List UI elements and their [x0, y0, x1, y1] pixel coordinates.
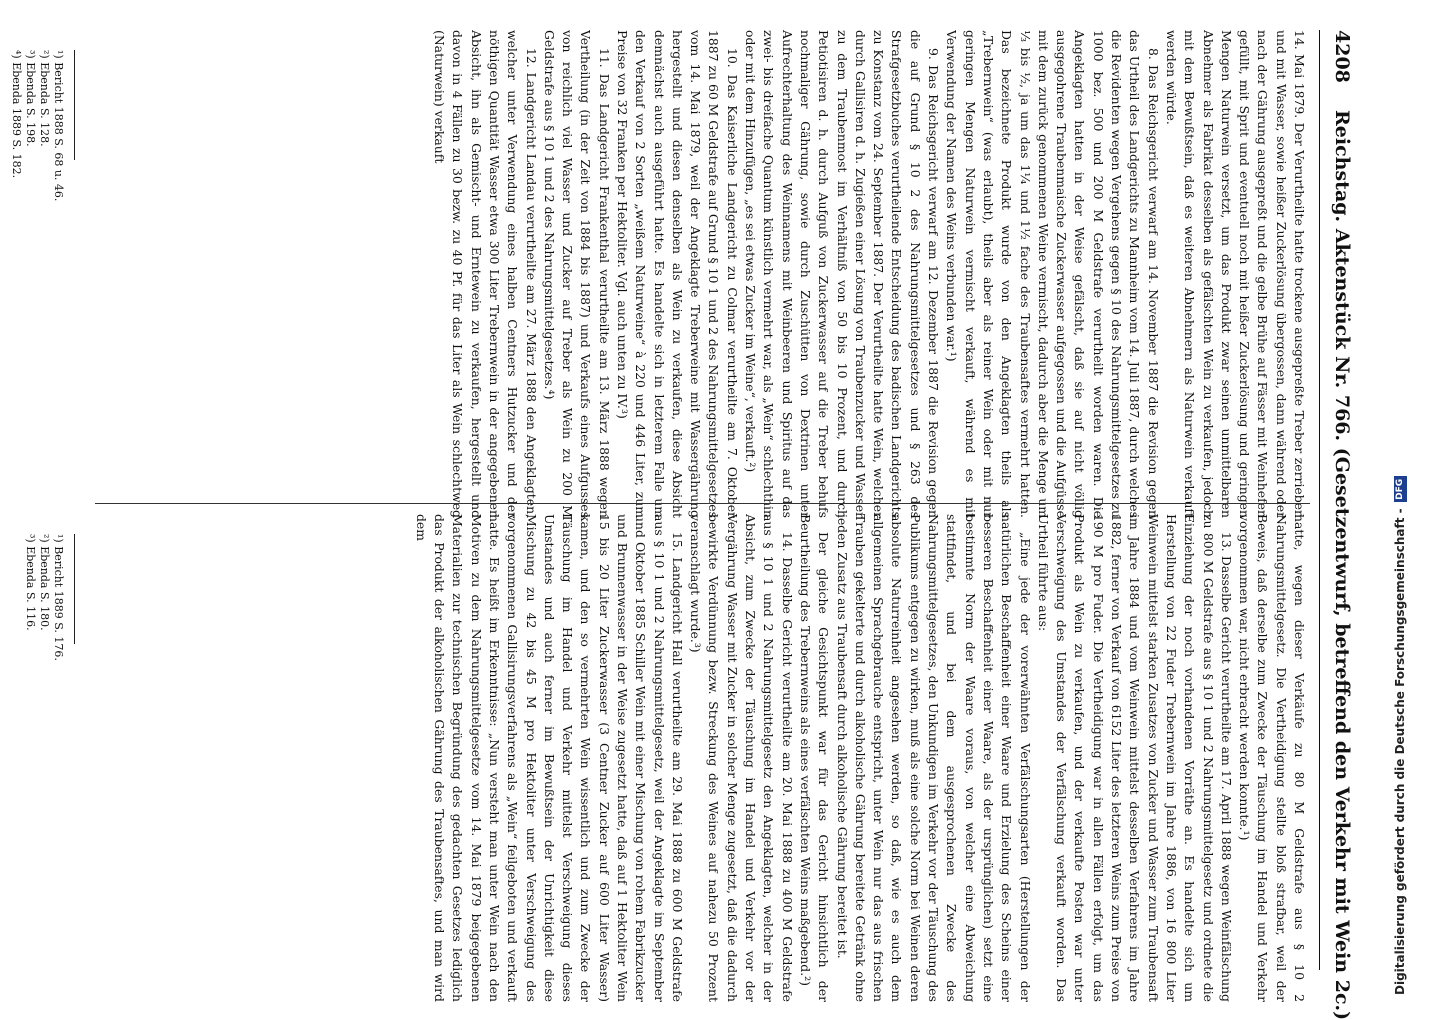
page-title: Reichstag. Aktenstück Nr. 766. (Gesetzentwurf, betreffend den Verkehr mit Wein 2c.)	[1331, 110, 1353, 1020]
paragraph: Der gleiche Gesichtspunkt war für das Gericht hinsichtlich der Beurtheilung des Trebernweins als eines verfälschten Weins maßgebend.²)	[797, 514, 832, 1002]
footnote: ¹) Bericht 1888 S. 68 u. 46.	[52, 50, 65, 202]
footnotes-right	[23, 534, 65, 834]
column-divider	[95, 503, 1310, 504]
right-column	[108, 514, 1308, 1002]
paragraph: 8. Das Reichsgericht verwarf am 14. November 1887 die Revision gegen das Urtheil des Landgerichts zu Mannheim vom 14. Juli 1887, durch welches die Revidenten wegen Vergehens gegen § 10 des Nahrungsmittelgesetzes zu 1000 bez. 500 und 200 M Geldstrafe verurtheilt worden waren. Die Angeklagten hatten in der Weise gefälscht, daß sie auf nicht völlig ausgegohrene Traubenmaische Zuckerwasser aufgegossen und die Aufgüsse mit dem zurück genommenen Weine vermischt, dadurch aber die Menge um ⅓ bis ½, ja um das 1¼ und 1½ fache des Traubensaftes vermehrt hatten. Das bezeichnete Produkt wurde von den Angeklagten theils als „Trebernwein“ (was erlaubt), theils aber als reiner Wein oder mit nur geringen Mengen Naturwein vermischt verkauft, während es mit Verwendung der Namen des Weins verbunden war.¹)	[944, 30, 1161, 518]
page-header	[1324, 30, 1360, 1020]
footnote: ²) Ebenda S. 128.	[38, 50, 51, 147]
credit-text: Digitalisierung gefördert durch die Deutsche Forschungsgemeinschaft -	[1393, 508, 1407, 995]
paragraph: 15. Landgericht Hall verurtheilte am 29. Mai 1888 zu 600 M Geldstrafe aus § 10 1 und 2 Nahrungsmittelgesetz, weil der Angeklagte im September und Oktober 1885 Schiller Wein mit einer Mischung von rohem Fabrikzucker und Brunnenwasser in der Weise zugesetzt hatte, daß auf 1 Hektoliter Wein 15 bis 20 Liter Zuckerwasser (3 Centner Zucker auf 600 Liter Wasser) kamen, und den so vermehrten Wein wissentlich und zum Zwecke der Täuschung im Handel und Verkehr mittelst Verschweigung dieses Umstandes und auch ferner im Bewußtsein der Unrichtigkeit diese Mischung zu 42 bis 45 M pro Hektoliter unter Verschweigung des vorgenommenen Gallisirungsverfahrens als „Wein“ feilgeboten und verkauft hatte. Es heißt im Erkenntnisse: „Nun versteht man unter Wein nach den Motiven zu dem Nahrungsmittelgesetze vom 14. Mai 1879 beigegebenen Materialien zur technischen Begründung des gedachten Gesetzes lediglich das Produkt der alkoholischen Gährung des Traubensaftes, und man wird dem	[413, 514, 685, 1002]
paragraph: 13. Dasselbe Gericht verurtheilte am 17. April 1888 wegen Weinfälschung zu 800 M Geldstrafe aus § 10 1 und 2 Nahrungsmittelgesetz und ordnete die Einziehung der noch vorhandenen Vorräthe an. Es handelte sich um Herstellung von 22 Fuder Trebernwein im Jahre 1886, von 16 800 Liter Weinwein mittelst starken Zusatzes von Zucker und Wasser zum Traubensaft im Jahre 1884 und vom Weinwein mittelst desselben Verfahrens im Jahre 1882, ferner von Verkauf von 6152 Liter des letzteren Weins zum Preise von 190 M pro Fuder. Die Vertheidigung war in allen Fällen erfolgt, um das Produkt als Wein zu verkaufen, und der verkaufte Posten war unter Verschweigung des Umstandes der Verfälschung verkauft worden. Das Urtheil führte aus:	[1035, 514, 1234, 1002]
footnote: ³) Ebenda S. 116.	[24, 534, 37, 631]
footnote: ²) Ebenda S. 180.	[38, 534, 51, 631]
header-rule	[1319, 30, 1320, 970]
paragraph: hatte, wegen dieser Verkäufe zu 80 M Geldstrafe aus § 10 2 Nahrungsmittelgesetz. Die Vertheidigung stellte bloß strafbar, weil der Beweis, daß derselbe zum Zwecke der Täuschung im Handel und Verkehr vorgenommen war, nicht erbracht werden konnte.¹)	[1237, 514, 1307, 1002]
paragraph: 11. Das Landgericht Frankenthal verurtheilte am 13. März 1888 wegen Vertheilung (in der Zeit von 1884 bis 1887) und Verkaufs eines Aufgusses von reichlich viel Wasser und Zucker auf Treber als Wein zu 200 M Geldstrafe aus § 10 1 und 2 des Nahrungsmittelgesetzes.⁴)	[541, 30, 612, 518]
left-column	[108, 30, 1308, 518]
dfg-logo: DFG	[1394, 476, 1407, 502]
paragraph: 9. Das Reichsgericht verwarf am 12. Dezember 1887 die Revision gegen die auf Grund § 10 2 des Nahrungsmittelgesetzes und § 263 des Strafgesetzbuches verurtheilende Entscheidung des badischen Landgerichts zu Konstanz vom 24. September 1887. Der Verurtheilte hatte Wein, welcher durch Gallisiren d. h. Zugießen einer Lösung von Traubenzucker und Wasser zu dem Traubenmost im Verhältniß von 50 bis 10 Prozent, und durch Petiotisiren d. h. durch Aufguß von Zuckerwasser auf die Treber behufs nochmaliger Gährung, sowie durch Zuschütten von Dextrinen unter Aufrechterhaltung des Weinnamens mit Weinbeeren und Spiritus auf das zwei- bis dreifache Quantum künstlich vermehrt war, als „Wein“ schlechthin oder mit dem Hinzufügen, „es sei etwas Zucker im Weine“, verkauft.²)	[743, 30, 942, 518]
paragraph: „Eine jede der vorerwähnten Verfälschungsarten (Herstellungen der natürlichen Beschaffenheit einer Waare und Erzielung des Scheins einer besseren Beschaffenheit einer Waare, als der ursprünglichen) setzt eine bestimmte Norm der Waare voraus, von welcher eine Abweichung stattfindet, und bei dem ausgesprochenen Zwecke des Nahrungsmittelgesetzes, den Unkundigen im Verkehr vor der Täuschung des Publikums entgegen zu wirken, muß als eine solche Norm bei Weinen deren absolute Naturreinheit angesehen werden, so daß, wie es auch dem allgemeinen Sprachgebrauche entspricht, unter Wein nur das aus frischen Trauben gekelterte und durch alkoholische Gährung bereitete Getränk ohne jeden Zusatz aus Traubensaft durch alkoholische Gährung bereitet ist.	[834, 514, 1033, 1002]
paragraph: 12. Landgericht Landau verurtheilte am 27. März 1888 den Angeklagten, welcher unter Verwendung eines halben Centners Hutzucker und der nöthigen Quantität Wasser etwa 300 Liter Trebernwein in der angegebenen Absicht, ihn als Gemischt- und Erntewein zu verkaufen, hergestellt und davon in 4 Fällen zu 30 bezw. zu 40 Pf. für das Liter als Wein schlechtweg (Naturwein) verkauft	[432, 30, 539, 518]
paragraph: 10. Das Kaiserliche Landgericht zu Colmar verurtheilte am 7. Oktober 1887 zu 60 M Geldstrafe auf Grund § 10 1 und 2 des Nahrungsmittelgesetzes vom 14. Mai 1879, weil der Angeklagte Treberweine mit Wassergährung hergestellt und diesen denselben als Wein zu verkaufen, diese Absicht demnächst auch ausgeführt hatte. Es handelte sich in letzterem Falle um den Verkauf von 2 Sorten „weißem Naturweine“ à 220 und 446 Liter, zum Preise von 32 Franken per Hektoliter. Vgl. auch unten zu IV.³)	[615, 30, 740, 518]
page-number: 4208	[1331, 30, 1353, 83]
footnotes-left	[9, 50, 65, 350]
footnote: ¹) Bericht 1889 S. 176.	[52, 534, 65, 661]
footnote-rule-left	[74, 50, 75, 160]
footnote: ⁴) Ebenda 1889 S. 182.	[10, 50, 23, 179]
digitization-credit	[1393, 0, 1407, 995]
paragraph: 14. Mai 1879. Der Verurtheilte hatte trockene ausgepreßte Treber zerrieben und mit Wasser, sowie heißer Zuckerlösung übergossen, dann während oder nach der Gährung ausgepreßt und die gelbe Brühe auf Fässer mit Weinhefen gefüllt, mit Sprit und eventuell noch mit heißer Zuckerlösung und geringen Mengen Naturwein versetzt, um das Produkt zwar seinen unmittelbaren Abnehmer als Fabrikat desselben als gefälschten Wein zu verkaufen, jedoch mit dem Bewußtsein, daß es weiteren Abnehmern als Naturwein verkauft werden würde.	[1163, 30, 1307, 518]
paragraph: 14. Dasselbe Gericht verurtheilte am 20. Mai 1888 zu 400 M Geldstrafe aus § 10 1 und 2 Nahrungsmittelgesetz den Angeklagten, welcher in der Absicht, zum Zwecke der Täuschung im Handel und Verkehr vor der Vergährung Wasser mit Zucker in solcher Menge zugesetzt, daß die dadurch bewirkte Verdünnung bezw. Streckung des Weines auf nahezu 50 Prozent veranschlagt wurde.³)	[688, 514, 795, 1002]
footnote: ³) Ebenda S. 198.	[24, 50, 37, 147]
footnote-rule-right	[74, 534, 75, 644]
